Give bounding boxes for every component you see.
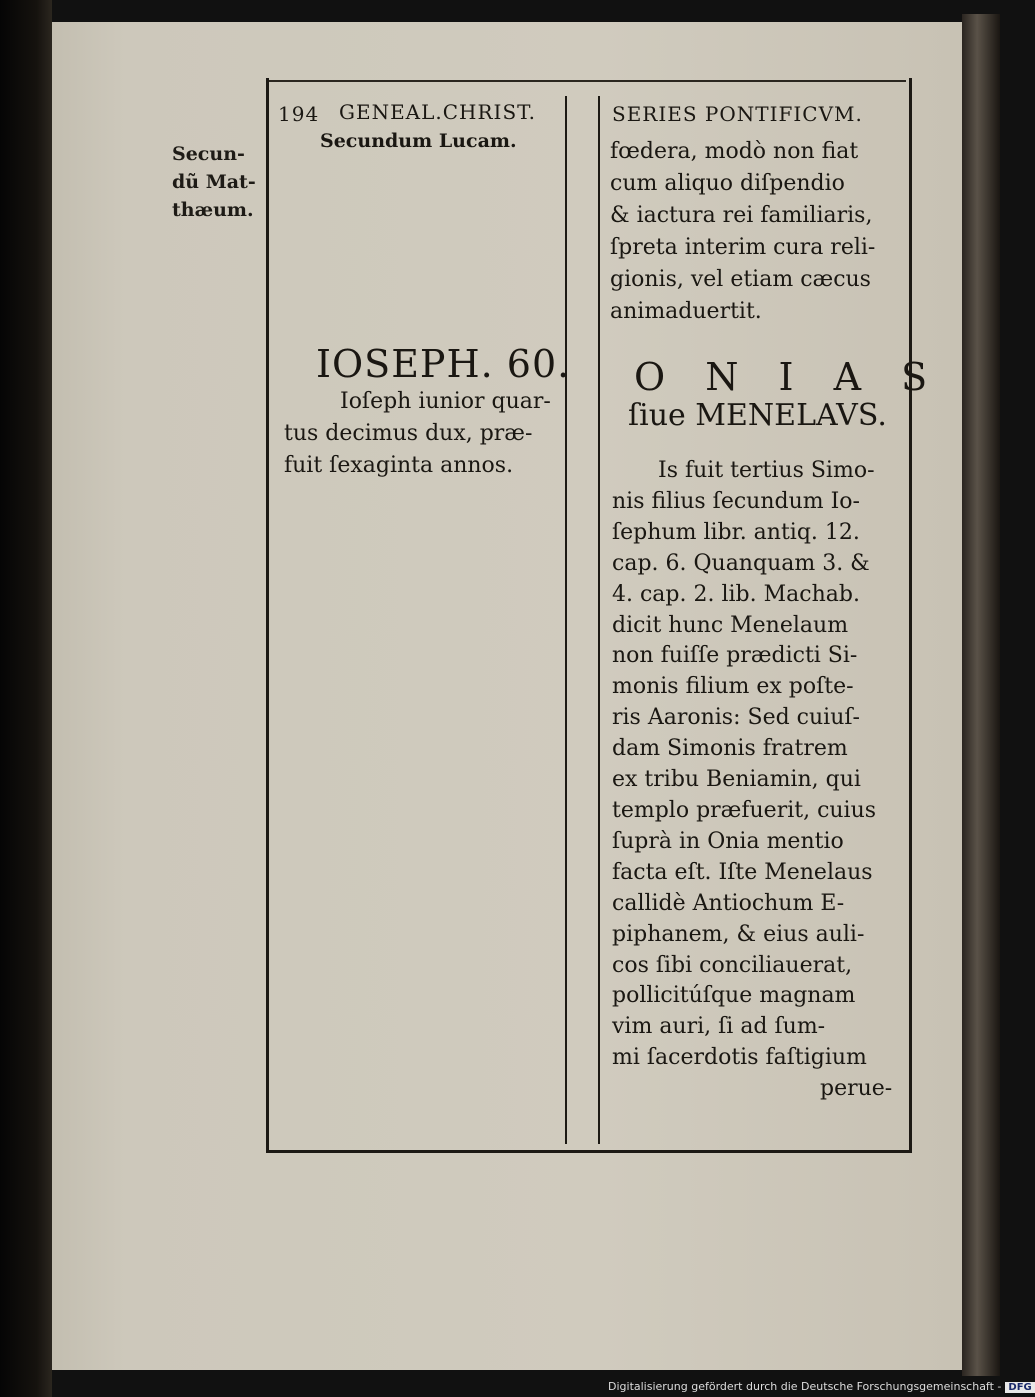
column-divider-left	[565, 96, 567, 1144]
margin-note-line: thæum.	[172, 199, 254, 221]
text-line: ris Aaronis: Sed cuiuſ-	[612, 705, 860, 731]
text-line: cos ſibi conciliauerat,	[612, 952, 853, 978]
margin-note-line: Secun-	[172, 143, 245, 165]
text-line: facta eſt. Iſte Menelaus	[612, 859, 873, 885]
text-line: callidè Antiochum E-	[612, 890, 845, 916]
text-line: Ioſeph iunior quar-	[340, 389, 551, 414]
text-line: ſpreta interim cura reli-	[610, 235, 876, 260]
text-line: monis filium ex poſte-	[612, 674, 854, 700]
text-line: pollicitúſque magnam	[612, 983, 856, 1009]
text-line: ex tribu Beniamin, qui	[612, 767, 861, 793]
text-line: non fuiſſe prædicti Si-	[612, 643, 858, 669]
left-column-heading: IOSEPH. 60.	[316, 342, 571, 386]
text-line: & iactura rei familiaris,	[610, 203, 873, 228]
text-line: 4. cap. 2. lib. Machab.	[612, 581, 860, 607]
text-line: cap. 6. Quanquam 3. &	[612, 550, 870, 576]
text-line: ſephum libr. antiq. 12.	[612, 519, 860, 545]
margin-note	[172, 140, 256, 224]
text-line: cum aliquo diſpendio	[610, 171, 845, 196]
text-line: mi ſacerdotis faſtigium	[612, 1045, 867, 1071]
text-line: dam Simonis fratrem	[612, 736, 848, 762]
dfg-logo: DFG	[1005, 1382, 1034, 1393]
text-line: fœdera, modò non fiat	[610, 139, 859, 164]
right-column-subheading: ſiue MENELAVS.	[628, 398, 887, 433]
right-column-heading: O N I A S	[634, 355, 942, 399]
text-line: templo præfuerit, cuius	[612, 797, 877, 823]
right-running-title: SERIES PONTIFICVM.	[612, 102, 863, 126]
right-column-intro	[610, 136, 875, 328]
text-line: ſuprà in Onia mentio	[612, 828, 844, 854]
left-column-text	[284, 386, 551, 482]
left-running-title: GENEAL.CHRIST.	[339, 100, 536, 124]
text-line: nis filius ſecundum Io-	[612, 488, 860, 514]
catchword: perue-	[820, 1076, 893, 1102]
margin-note-line: dũ Mat-	[172, 171, 256, 193]
page-number: 194	[278, 102, 320, 126]
left-running-subtitle: Secundum Lucam.	[320, 130, 517, 152]
text-line: piphanem, & eius auli-	[612, 921, 865, 947]
text-line: gionis, vel etiam cæcus	[610, 267, 871, 292]
page-edge-right	[962, 14, 1000, 1376]
text-line: fuit ſexaginta annos.	[284, 453, 514, 478]
book-spine-shadow	[0, 0, 52, 1397]
credit-text: Digitalisierung gefördert durch die Deutsche Forschungsgemeinschaft -	[608, 1380, 1002, 1393]
right-column-body	[612, 456, 892, 1105]
text-line: vim auri, ſi ad ſum-	[612, 1014, 826, 1040]
column-divider-right	[598, 96, 600, 1144]
text-line: Is fuit tertius Simo-	[658, 458, 875, 483]
text-line: dicit hunc Menelaum	[612, 612, 849, 638]
digitization-credit	[608, 1380, 1035, 1393]
text-line: tus decimus dux, præ-	[284, 421, 533, 446]
text-line: animaduertit.	[610, 299, 762, 324]
